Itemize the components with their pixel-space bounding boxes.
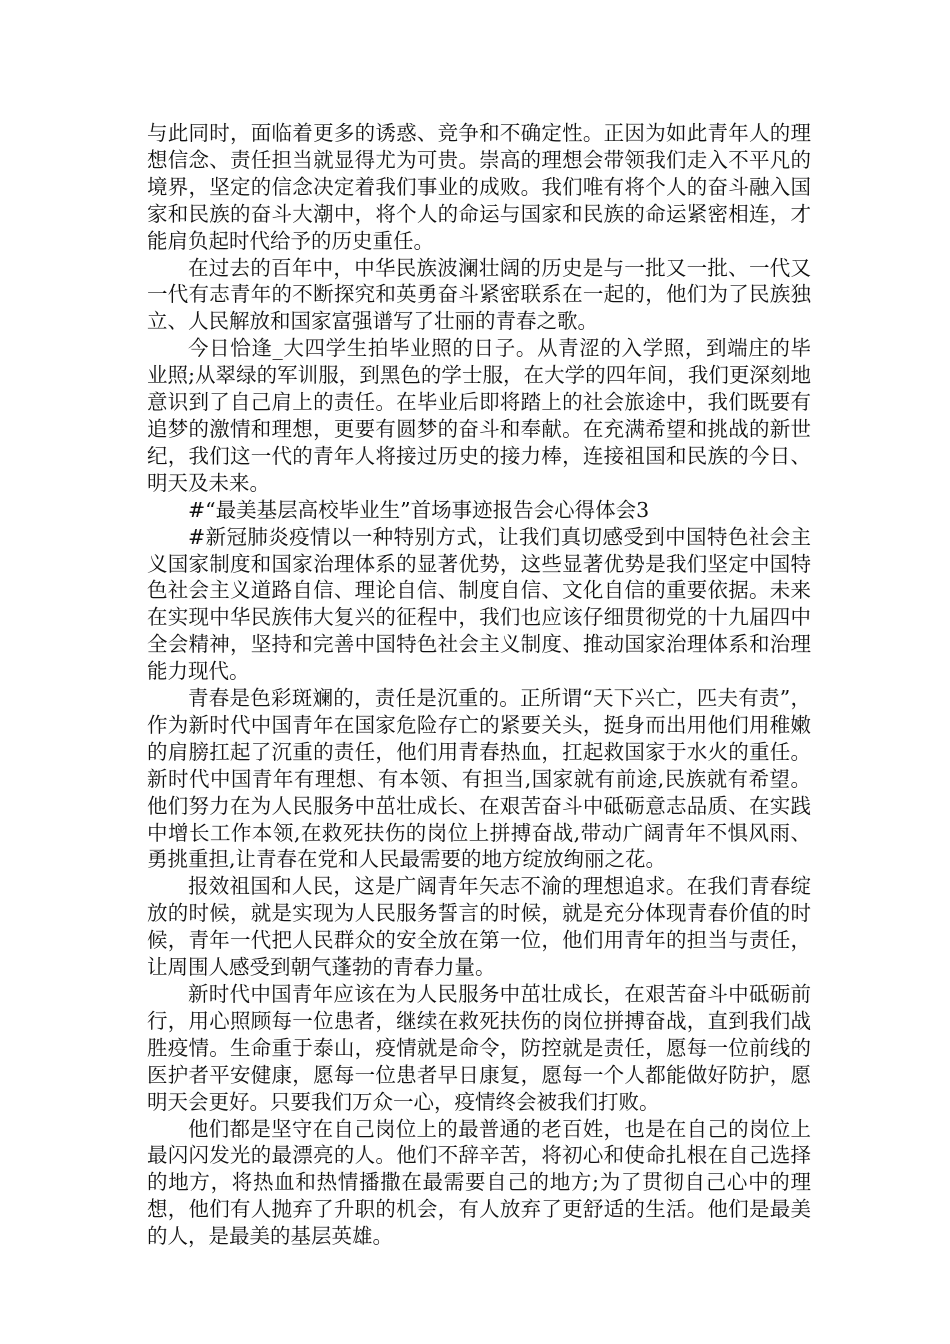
paragraph-8: 新时代中国青年应该在为人民服务中茁壮成长，在艰苦奋斗中砥砺前行，用心照顾每一位患者，继续在救死扶伤的岗位拼搏奋战，直到我们战胜疫情。生命重于泰山，疫情就是命令，防控就是责任，愿每一位前线的医护者平安健康，愿每一位患者早日康复，愿每一个人都能做好防护，愿明天会更好。只要我们万众一心，疫情终会被我们打败。	[147, 982, 811, 1114]
paragraph-3: 今日恰逢_大四学生拍毕业照的日子。从青涩的入学照，到端庄的毕业照;从翠绿的军训服，到黑色的学士服，在大学的四年间，我们更深刻地意识到了自己肩上的责任。在毕业后即将踏上的社会旅途中，我们既要有追梦的激情和理想，更要有圆梦的奋斗和奉献。在充满希望和挑战的新世纪，我们这一代的青年人将接过历史的接力棒，连接祖国和民族的今日、明天及未来。	[147, 336, 811, 495]
paragraph-6: 青春是色彩斑斓的，责任是沉重的。正所谓“天下兴亡，匹夫有责”，作为新时代中国青年在国家危险存亡的紧要关头，挺身而出用他们用稚嫩的肩膀扛起了沉重的责任，他们用青春热血，扛起救国家于水火的重任。新时代中国青年有理想、有本领、有担当,国家就有前途,民族就有希望。他们努力在为人民服务中茁壮成长、在艰苦奋斗中砥砺意志品质、在实践中增长工作本领,在救死扶伤的岗位上拼搏奋战,带动广阔青年不惧风雨、勇挑重担,让青春在党和人民最需要的地方绽放绚丽之花。	[147, 686, 811, 872]
section-heading: #“最美基层高校毕业生”首场事迹报告会心得体会3	[188, 497, 650, 522]
paragraph-1: 与此同时，面临着更多的诱惑、竞争和不确定性。正因为如此青年人的理想信念、责任担当就显得尤为可贵。崇高的理想会带领我们走入不平凡的境界，坚定的信念决定着我们事业的成败。我们唯有将个人的奋斗融入国家和民族的奋斗大潮中，将个人的命运与国家和民族的命运紧密相连，才能肩负起时代给予的历史重任。	[147, 121, 811, 253]
paragraph-9: 他们都是坚守在自己岗位上的最普通的老百姓，也是在自己的岗位上最闪闪发光的最漂亮的人。他们不辞辛苦，将初心和使命扎根在自己选择的地方，将热血和热情播撒在最需要自己的地方;为了贯彻自己心中的理想，他们有人抛弃了升职的机会，有人放弃了更舒适的生活。他们是最美的人，是最美的基层英雄。	[147, 1116, 811, 1249]
paragraph-5: #新冠肺炎疫情以一种特别方式，让我们真切感受到中国特色社会主义国家制度和国家治理体系的显著优势，这些显著优势是我们坚定中国特色社会主义道路自信、理论自信、制度自信、文化自信的重要依据。未来在实现中华民族伟大复兴的征程中，我们也应该仔细贯彻党的十九届四中全会精神，坚持和完善中国特色社会主义制度、推动国家治理体系和治理能力现代。	[147, 524, 811, 684]
paragraph-2: 在过去的百年中，中华民族波澜壮阔的历史是与一批又一批、一代又一代有志青年的不断探究和英勇奋斗紧密联系在一起的，他们为了民族独立、人民解放和国家富强谱写了壮丽的青春之歌。	[147, 255, 811, 334]
document-body	[147, 120, 811, 1250]
paragraph-7: 报效祖国和人民，这是广阔青年矢志不渝的理想追求。在我们青春绽放的时候，就是实现为人民服务誓言的时候，就是充分体现青春价值的时候，青年一代把人民群众的安全放在第一位，他们用青年的担当与责任，让周围人感受到朝气蓬勃的青春力量。	[147, 874, 811, 980]
